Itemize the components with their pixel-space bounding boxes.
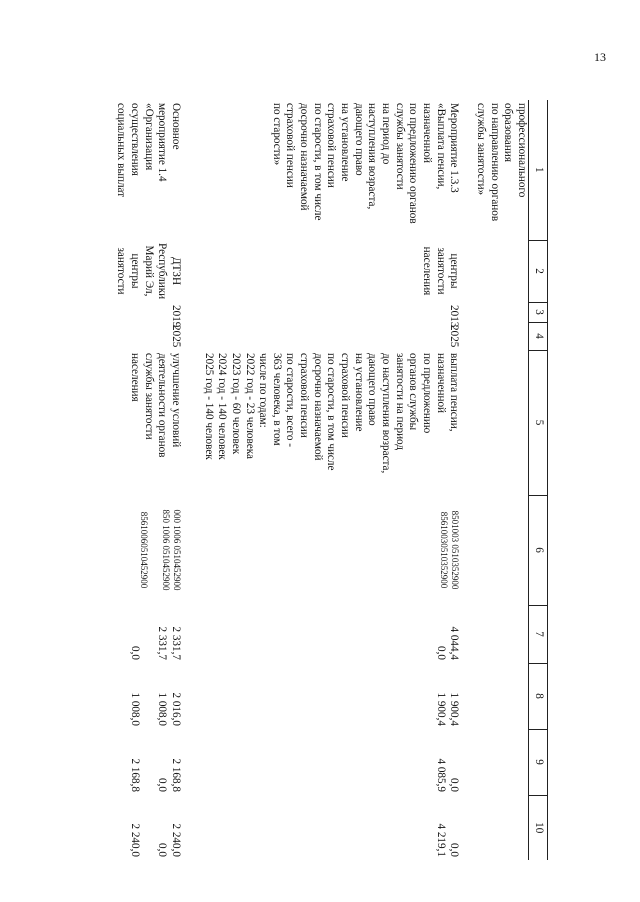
cell-line: дающего право <box>352 103 365 176</box>
cell-budget-code <box>198 495 470 605</box>
cell-line <box>141 732 155 792</box>
cell-budget-code <box>470 495 528 605</box>
cell-line: 2 016,0 <box>169 692 182 726</box>
cell-line: до наступления возраста, <box>380 353 393 474</box>
cell-line: назначенной <box>434 353 447 414</box>
cell-line: 2 168,8 <box>128 758 141 792</box>
cell-line: 850 1006 0510452900 <box>160 509 171 591</box>
cell-budget-code <box>111 495 198 605</box>
cell-line: по предложению органов <box>407 103 420 224</box>
cell-start-year: 2019 <box>169 305 182 328</box>
cell-line: по старости, всего - <box>284 353 297 447</box>
col-header-8: 8 <box>529 663 548 729</box>
cell-value-7 <box>111 605 198 663</box>
cell-executor <box>111 240 198 302</box>
cell-line: осуществления <box>128 103 141 176</box>
cell-line: 2 331,7 <box>156 626 169 660</box>
cell-line: досрочно назначаемой <box>298 103 311 211</box>
cell-line: службы занятости <box>142 353 155 440</box>
table-row <box>198 100 470 860</box>
cell-start-year: 2013 <box>448 305 461 328</box>
cell-line: выплата пенсии, <box>448 353 461 432</box>
cell-line: Марий Эл, <box>142 245 155 297</box>
cell-value-8 <box>111 663 198 729</box>
cell-value-8 <box>470 663 528 729</box>
cell-line: образования <box>502 103 515 163</box>
cell-line: на период до <box>380 103 393 165</box>
cell-result <box>198 350 470 495</box>
cell-line: службы занятости» <box>475 103 488 196</box>
table-body <box>111 100 529 860</box>
cell-line: «Выплата пенсии, <box>434 103 447 190</box>
cell-line: профессионального <box>516 103 528 198</box>
cell-line: занятости <box>115 247 128 295</box>
col-header-6: 6 <box>529 495 548 605</box>
cell-line <box>141 798 155 857</box>
cell-line: страховой пенсии <box>284 103 297 188</box>
cell-line <box>141 666 155 726</box>
cell-value-10 <box>198 795 470 860</box>
cell-line: 85610060510452900 <box>139 511 149 589</box>
cell-line: 363 человека, в том <box>270 353 283 446</box>
cell-line: 4 044,4 <box>448 626 461 660</box>
cell-line: 2 168,8 <box>169 758 182 792</box>
program-table <box>111 100 548 860</box>
cell-line: назначенной <box>421 103 434 164</box>
col-header-1: 1 <box>529 100 548 240</box>
col-header-2: 2 <box>529 240 548 302</box>
cell-value-7 <box>198 605 470 663</box>
cell-value-10 <box>111 795 198 860</box>
cell-line: населения <box>128 353 141 402</box>
cell-activity <box>111 100 198 240</box>
cell-activity <box>198 100 470 240</box>
cell-line: «Организация <box>142 103 155 171</box>
cell-end-year: 2025 <box>448 325 461 348</box>
col-header-9: 9 <box>529 729 548 795</box>
cell-line: 000 1006 0510452900 <box>171 509 182 591</box>
cell-line: 2025 год - 140 человек <box>202 353 215 460</box>
cell-end-year <box>470 322 528 350</box>
cell-end-year: 2025 <box>169 325 182 348</box>
cell-line: 0,0 <box>434 646 447 660</box>
col-header-7: 7 <box>529 605 548 663</box>
cell-line: органов службы <box>407 353 420 431</box>
cell-line <box>141 608 155 660</box>
cell-value-9 <box>198 729 470 795</box>
cell-line: досрочно назначаемой <box>311 353 324 461</box>
cell-line: 1 008,0 <box>156 692 169 726</box>
cell-value-10 <box>470 795 528 860</box>
cell-line: страховой пенсии <box>339 353 352 438</box>
cell-line: населения <box>421 246 434 296</box>
cell-result <box>111 350 198 495</box>
cell-line: страховой пенсии <box>298 353 311 438</box>
cell-value-9 <box>111 729 198 795</box>
rotated-table-container <box>115 100 548 860</box>
cell-line: 1 008,0 <box>128 692 141 726</box>
cell-activity <box>470 100 528 240</box>
cell-result <box>470 350 528 495</box>
table-row <box>111 100 198 860</box>
cell-line: 2022 год - 23 человека <box>243 353 256 459</box>
col-header-4: 4 <box>529 322 548 350</box>
cell-line: на установление <box>339 103 352 182</box>
cell-line: 85610030510352900 <box>439 511 450 589</box>
cell-line: по старости, в том числе <box>325 353 338 471</box>
cell-line: улучшение условий <box>169 353 182 448</box>
cell-line: 4 219,1 <box>434 823 447 857</box>
cell-line: 1 900,4 <box>434 692 447 726</box>
cell-start-year <box>470 302 528 322</box>
cell-line: числе по годам: <box>257 353 270 428</box>
page-number: 13 <box>594 50 606 64</box>
cell-line: 8501003 0510352900 <box>450 510 461 590</box>
cell-line: социальных выплат <box>115 103 128 198</box>
cell-line: мероприятие 1.4 <box>156 103 169 182</box>
col-header-5: 5 <box>529 350 548 495</box>
cell-line: на установление <box>352 353 365 432</box>
cell-line: деятельности органов <box>156 353 169 458</box>
cell-line: службы занятости <box>393 103 406 190</box>
col-header-10: 10 <box>529 795 548 860</box>
cell-line: страховой пенсии <box>325 103 338 188</box>
cell-line: по старости, в том числе <box>311 103 324 221</box>
cell-line: занятости <box>434 247 447 295</box>
cell-line: 0,0 <box>128 646 141 660</box>
cell-line: по направлению органов <box>488 103 501 222</box>
cell-value-7 <box>470 605 528 663</box>
cell-line: по предложению <box>421 353 434 434</box>
cell-line: 0,0 <box>448 778 461 792</box>
cell-executor <box>470 240 528 302</box>
cell-line: 2 240,0 <box>169 823 182 857</box>
cell-line: 2023 год - 60 человек <box>229 353 242 455</box>
cell-line: занятости на период <box>393 353 406 451</box>
cell-line: Мероприятие 1.3.3 <box>448 103 461 193</box>
cell-value-8 <box>198 663 470 729</box>
cell-line: центры <box>448 253 461 289</box>
cell-value-9 <box>470 729 528 795</box>
cell-line: по старости» <box>270 103 283 166</box>
cell-line: 1 900,4 <box>448 692 461 726</box>
cell-line: центры <box>128 253 141 289</box>
cell-line: Республики <box>156 243 169 300</box>
cell-line: 0,0 <box>448 843 461 857</box>
cell-line: 0,0 <box>156 778 169 792</box>
cell-line: 0,0 <box>156 843 169 857</box>
cell-line: 4 085,9 <box>434 758 447 792</box>
cell-line: дающего право <box>366 353 379 426</box>
cell-line: наступления возраста, <box>366 103 379 210</box>
cell-line <box>149 496 160 604</box>
header-row <box>529 100 548 860</box>
table-row <box>470 100 528 860</box>
cell-line: 2 240,0 <box>128 823 141 857</box>
cell-line: 2024 год - 140 человек <box>216 353 229 460</box>
cell-line: 2 331,7 <box>169 626 182 660</box>
cell-executor <box>198 240 470 302</box>
cell-line: ДТЗН <box>169 256 182 286</box>
col-header-3: 3 <box>529 302 548 322</box>
cell-line: Основное <box>169 103 182 150</box>
